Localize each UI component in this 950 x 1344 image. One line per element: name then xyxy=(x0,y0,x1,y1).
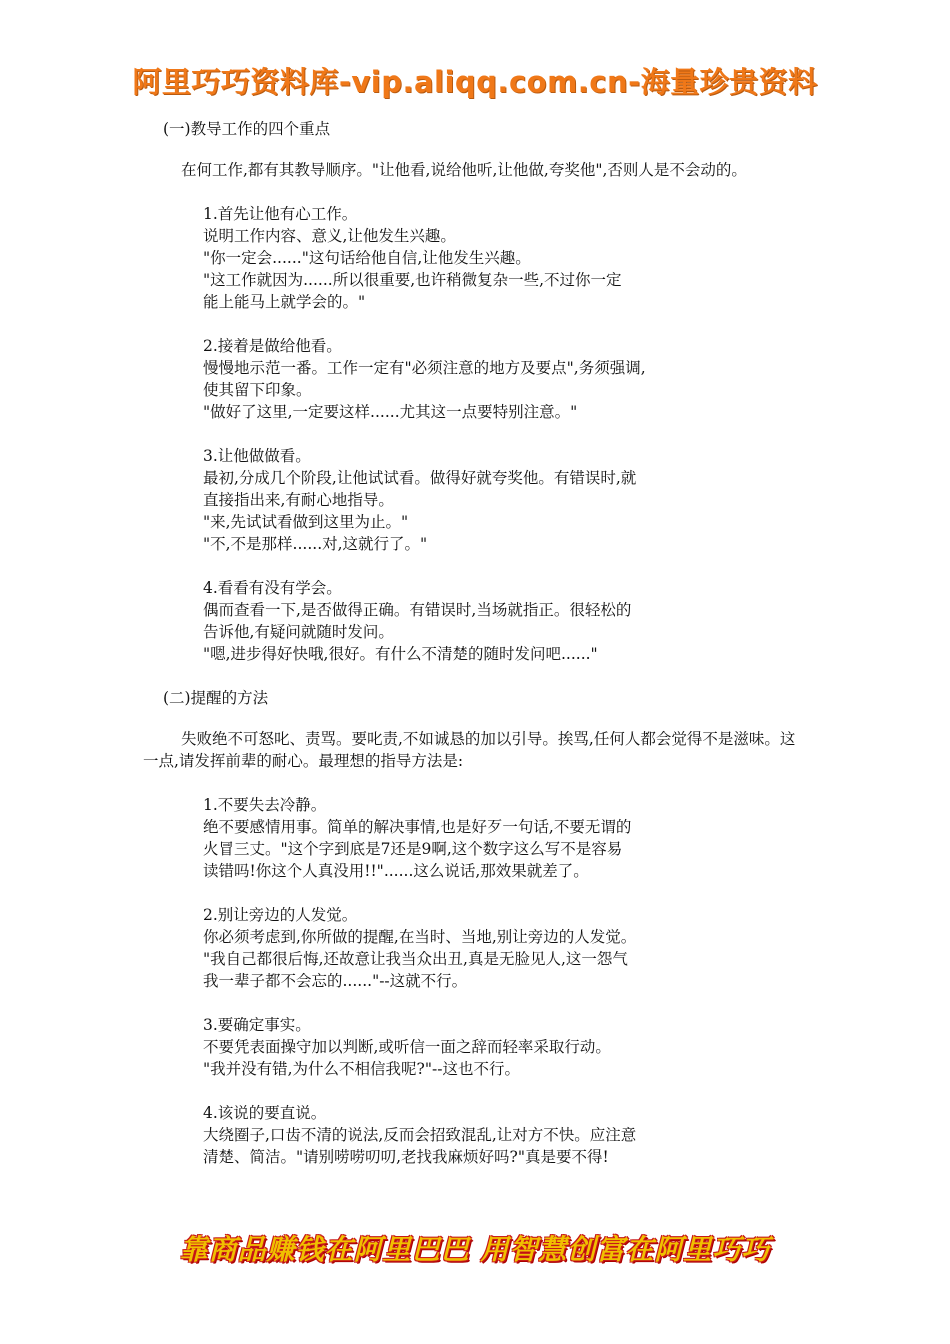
item-line: 火冒三丈。"这个字到底是7还是9啊,这个数字这么写不是容易 xyxy=(203,840,623,858)
item-line: 慢慢地示范一番。工作一定有"必须注意的地方及要点",务须强调, xyxy=(203,359,646,377)
item-line: 偶而查看一下,是否做得正确。有错误时,当场就指正。很轻松的 xyxy=(203,601,632,619)
item-line: "不,不是那样......对,这就行了。" xyxy=(203,535,428,553)
list-item xyxy=(203,335,808,423)
section-intro-2: 失败绝不可怒叱、责骂。要叱责,不如诚恳的加以引导。挨骂,任何人都会觉得不是滋味。这一点,请发挥前辈的耐心。最理想的指导方法是: xyxy=(143,730,796,770)
section-items-2 xyxy=(143,794,808,1168)
section-items-1 xyxy=(143,203,808,665)
item-line: 不要凭表面操守加以判断,或听信一面之辞而轻率采取行动。 xyxy=(203,1038,611,1056)
item-line: 我一辈子都不会忘的......"--这就不行。 xyxy=(203,972,468,990)
item-title: 4.看看有没有学会。 xyxy=(203,579,342,597)
list-item xyxy=(203,904,808,992)
item-line: 能上能马上就学会的。" xyxy=(203,293,366,311)
list-item xyxy=(203,445,808,555)
item-line: 读错吗!你这个人真没用!!"......这么说话,那效果就差了。 xyxy=(203,862,589,880)
list-item xyxy=(203,577,808,665)
item-line: "你一定会......"这句话给他自信,让他发生兴趣。 xyxy=(203,249,531,267)
list-item xyxy=(203,203,808,313)
item-line: 大绕圈子,口齿不清的说法,反而会招致混乱,让对方不快。应注意 xyxy=(203,1126,637,1144)
item-line: "嗯,进步得好快哦,很好。有什么不清楚的随时发问吧......" xyxy=(203,645,598,663)
list-item xyxy=(203,1102,808,1168)
footer-banner: 靠商品赚钱在阿里巴巴 用智慧创富在阿里巧巧 xyxy=(179,1233,771,1266)
list-item xyxy=(203,1014,808,1080)
item-line: 你必须考虑到,你所做的提醒,在当时、当地,别让旁边的人发觉。 xyxy=(203,928,637,946)
item-title: 2.别让旁边的人发觉。 xyxy=(203,906,358,924)
item-title: 1.首先让他有心工作。 xyxy=(203,205,358,223)
item-title: 3.让他做做看。 xyxy=(203,447,311,465)
item-line: "这工作就因为......所以很重要,也许稍微复杂一些,不过你一定 xyxy=(203,271,622,289)
item-line: 使其留下印象。 xyxy=(203,381,312,399)
item-line: "做好了这里,一定要这样......尤其这一点要特别注意。" xyxy=(203,403,578,421)
item-line: "来,先试试看做到这里为止。" xyxy=(203,513,409,531)
item-line: 绝不要感情用事。简单的解决事情,也是好歹一句话,不要无谓的 xyxy=(203,818,632,836)
item-line: "我自己都很后悔,还故意让我当众出丑,真是无脸见人,这一怨气 xyxy=(203,950,628,968)
item-title: 1.不要失去冷静。 xyxy=(203,796,327,814)
item-line: 最初,分成几个阶段,让他试试看。做得好就夸奖他。有错误时,就 xyxy=(203,469,637,487)
item-title: 2.接着是做给他看。 xyxy=(203,337,342,355)
section-intro-1: 在何工作,都有其教导顺序。"让他看,说给他听,让他做,夸奖他",否则人是不会动的。 xyxy=(181,161,747,179)
item-line: 清楚、简洁。"请别唠唠叨叨,老找我麻烦好吗?"真是要不得! xyxy=(203,1148,609,1166)
header-banner: 阿里巧巧资料库-vip.aliqq.com.cn-海量珍贵资料 xyxy=(132,65,818,99)
list-item xyxy=(203,794,808,882)
section-heading-2: (二)提醒的方法 xyxy=(163,689,269,707)
item-line: "我并没有错,为什么不相信我呢?"--这也不行。 xyxy=(203,1060,520,1078)
item-line: 直接指出来,有耐心地指导。 xyxy=(203,491,394,509)
document-body xyxy=(143,118,808,1190)
item-title: 3.要确定事实。 xyxy=(203,1016,311,1034)
item-line: 告诉他,有疑问就随时发问。 xyxy=(203,623,394,641)
section-heading-1: (一)教导工作的四个重点 xyxy=(163,120,331,138)
item-line: 说明工作内容、意义,让他发生兴趣。 xyxy=(203,227,456,245)
item-title: 4.该说的要直说。 xyxy=(203,1104,327,1122)
